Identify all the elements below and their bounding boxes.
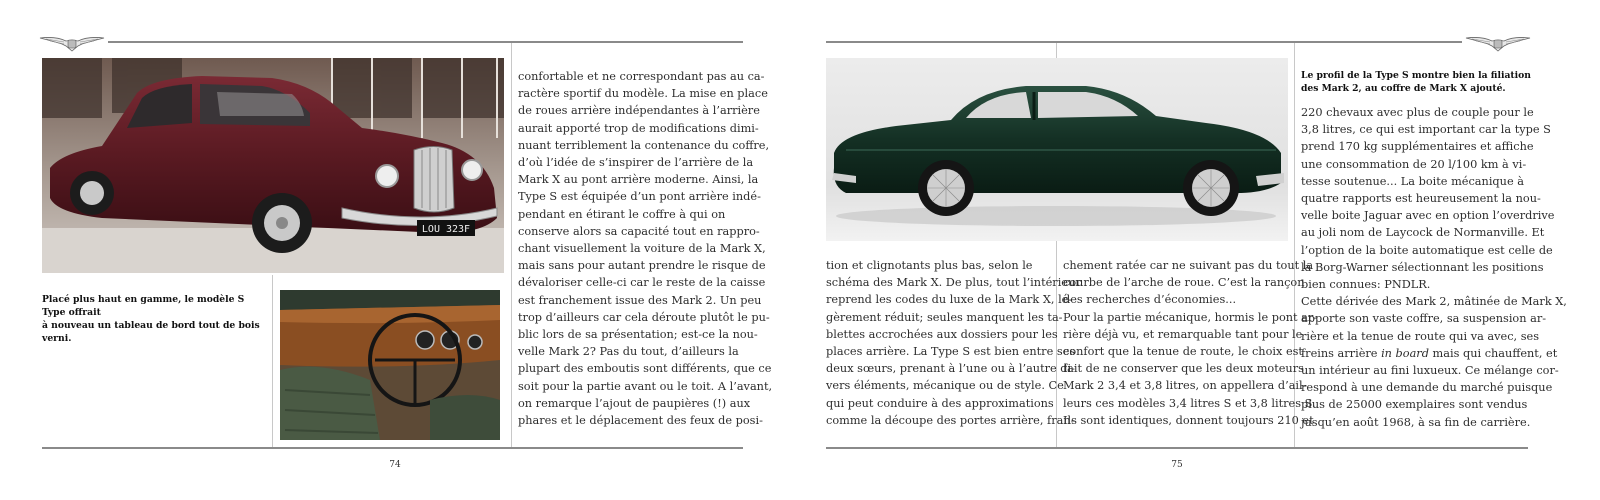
text-line: rière déjà vu, et remarquable tant pour le — [1063, 327, 1303, 341]
bottom-rule — [42, 447, 743, 449]
text-line: des recherches d’économies... — [1063, 293, 1237, 307]
top-rule — [108, 41, 743, 43]
text-line: qui peut conduire à des approximations — [826, 396, 1054, 410]
text-line: velle Mark 2? Pas du tout, d’ailleurs la — [518, 345, 739, 359]
body-text-column — [518, 68, 772, 429]
text-line: confort que la tenue de route, le choix est — [1063, 345, 1303, 359]
text-line: plus de 25000 exemplaires sont vendus — [1301, 398, 1528, 412]
jaguar-wings-emblem-icon — [38, 32, 106, 54]
text-line: une consommation de 20 l/100 km à vi- — [1301, 157, 1527, 171]
text-line: 3,8 litres, ce qui est important car la type S — [1301, 123, 1551, 137]
photo-caption — [42, 293, 262, 345]
text-line: aurait apporté trop de modifications dimi- — [518, 121, 759, 135]
text-line: quatre rapports est heureusement la nou- — [1301, 192, 1541, 206]
text-line: 220 chevaux avec plus de couple pour le — [1301, 106, 1534, 119]
text-line: trop d’ailleurs car cela déroute plutôt le pu- — [518, 310, 770, 324]
caption-line: Placé plus haut en gamme, le modèle S Type offrait — [42, 294, 245, 318]
text-line: conserve alors sa capacité tout en rappro- — [518, 224, 760, 238]
text-line: chant visuellement la voiture de la Mark X, — [518, 242, 766, 256]
text-line: nuant terriblement la contenance du coffre, — [518, 138, 770, 152]
text-line: plupart des emboutis sont différents, que ce — [518, 362, 772, 376]
text-line: on remarque l’ajout de paupières (!) aux — [518, 396, 751, 410]
text-line: deux sœurs, prenant à l’une ou à l’autre di- — [826, 362, 1075, 376]
text-line: apporte son vaste coffre, sa suspension ar- — [1301, 312, 1547, 326]
text-line: est franchement issue des Mark 2. Un peu — [518, 293, 762, 307]
text-line: blic lors de sa présentation; est-ce la nou- — [518, 328, 758, 342]
text-line: mais sans pour autant prendre le risque de — [518, 259, 766, 273]
text-line: d’où l’idée de s’inspirer de l’arrière de la — [518, 156, 754, 170]
car-photo-profile — [826, 58, 1288, 241]
bottom-rule — [826, 447, 1528, 449]
text-line: reprend les codes du luxe de la Mark X, lé- — [826, 293, 1073, 307]
text-line: Ils sont identiques, donnent toujours 210 et — [1063, 413, 1314, 427]
jaguar-wings-emblem-icon — [1464, 32, 1532, 54]
text-line: phares et le déplacement des feux de posi- — [518, 414, 763, 428]
page-number: 75 — [1171, 460, 1183, 470]
car-photo-front — [42, 58, 504, 273]
column-divider — [511, 43, 512, 447]
text-line: bien connues: PNDLR. — [1301, 278, 1431, 292]
text-line: Mark 2 3,4 et 3,8 litres, on appellera d’ail- — [1063, 379, 1307, 393]
text-line: tesse soutenue... La boite mécanique à — [1301, 174, 1524, 188]
text-line: gèrement réduit; seules manquent les ta- — [826, 310, 1063, 324]
text-line: au joli nom de Laycock de Normanville. Et — [1301, 226, 1545, 240]
text-line: ractère sportif du modèle. La mise en place — [518, 87, 768, 101]
text-line: l’option de la boite automatique est celle de — [1301, 243, 1553, 257]
text-line: dévaloriser celle-ci car le reste de la caisse — [518, 276, 766, 290]
text-line: pendant en étirant le coffre à qui on — [518, 207, 726, 221]
column-divider — [1056, 43, 1057, 58]
text-line: jusqu’en août 1968, à sa fin de carrière. — [1301, 415, 1531, 429]
text-line: rière et la tenue de route qui va avec, ses — [1301, 329, 1539, 343]
text-line: soit pour la partie avant ou le toit. A l’avant, — [518, 379, 773, 393]
text-line: respond à une demande du marché puisque — [1301, 381, 1553, 395]
text-line: schéma des Mark X. De plus, tout l’intérieur — [826, 276, 1081, 290]
text-line: places arrière. La Type S est bien entre ses — [826, 345, 1076, 359]
text-line: prend 170 kg supplémentaires et affiche — [1301, 140, 1534, 154]
text-line: chement ratée car ne suivant pas du tout la — [1063, 259, 1314, 272]
text-line: un intérieur au fini luxueux. Ce mélange cor- — [1301, 364, 1559, 378]
page-number: 74 — [389, 460, 401, 470]
text-line: de roues arrière indépendantes à l’arrière — [518, 104, 760, 118]
column-divider — [272, 275, 273, 447]
body-text-column-3 — [1301, 104, 1567, 431]
text-line: blettes accrochées aux dossiers pour les — [826, 327, 1058, 341]
caption-line: des Mark 2, au coffre de Mark X ajouté. — [1301, 83, 1506, 94]
text-line: tion et clignotants plus bas, selon le — [826, 259, 1033, 272]
body-text-column-2 — [1063, 257, 1317, 429]
text-line: Cette dérivée des Mark 2, mâtinée de Mark X, — [1301, 295, 1567, 309]
text-line: leurs ces modèles 3,4 litres S et 3,8 litres S. — [1063, 396, 1316, 410]
right-page — [800, 0, 1600, 500]
text-line: comme la découpe des portes arrière, fran- — [826, 413, 1075, 427]
text-line: confortable et ne correspondant pas au ca- — [518, 70, 765, 83]
text-line: courbe de l’arche de roue. C’est la rançon — [1063, 276, 1305, 290]
text-line: freins arrière in board mais qui chauffent, et — [1301, 346, 1558, 360]
dashboard-photo — [280, 290, 500, 440]
caption-line: à nouveau un tableau de bord tout de bois verni. — [42, 320, 260, 344]
text-line: vers éléments, mécanique ou de style. Ce — [826, 379, 1064, 393]
photo-caption — [1301, 69, 1541, 95]
caption-line: Le profil de la Type S montre bien la filiation — [1301, 70, 1531, 81]
text-line: Type S est équipée d’un pont arrière indé- — [518, 190, 761, 204]
text-line: Pour la partie mécanique, hormis le pont ar- — [1063, 310, 1318, 324]
license-plate: LOU 323F — [421, 224, 471, 235]
top-rule — [826, 41, 1462, 43]
body-text-column-1 — [826, 257, 1081, 429]
text-line: velle boite Jaguar avec en option l’overdrive — [1301, 209, 1555, 223]
text-line: la Borg-Warner sélectionnant les positions — [1301, 260, 1544, 274]
text-line: Mark X au pont arrière moderne. Ainsi, la — [518, 173, 759, 187]
text-line: fait de ne conserver que les deux moteurs — [1063, 362, 1304, 376]
